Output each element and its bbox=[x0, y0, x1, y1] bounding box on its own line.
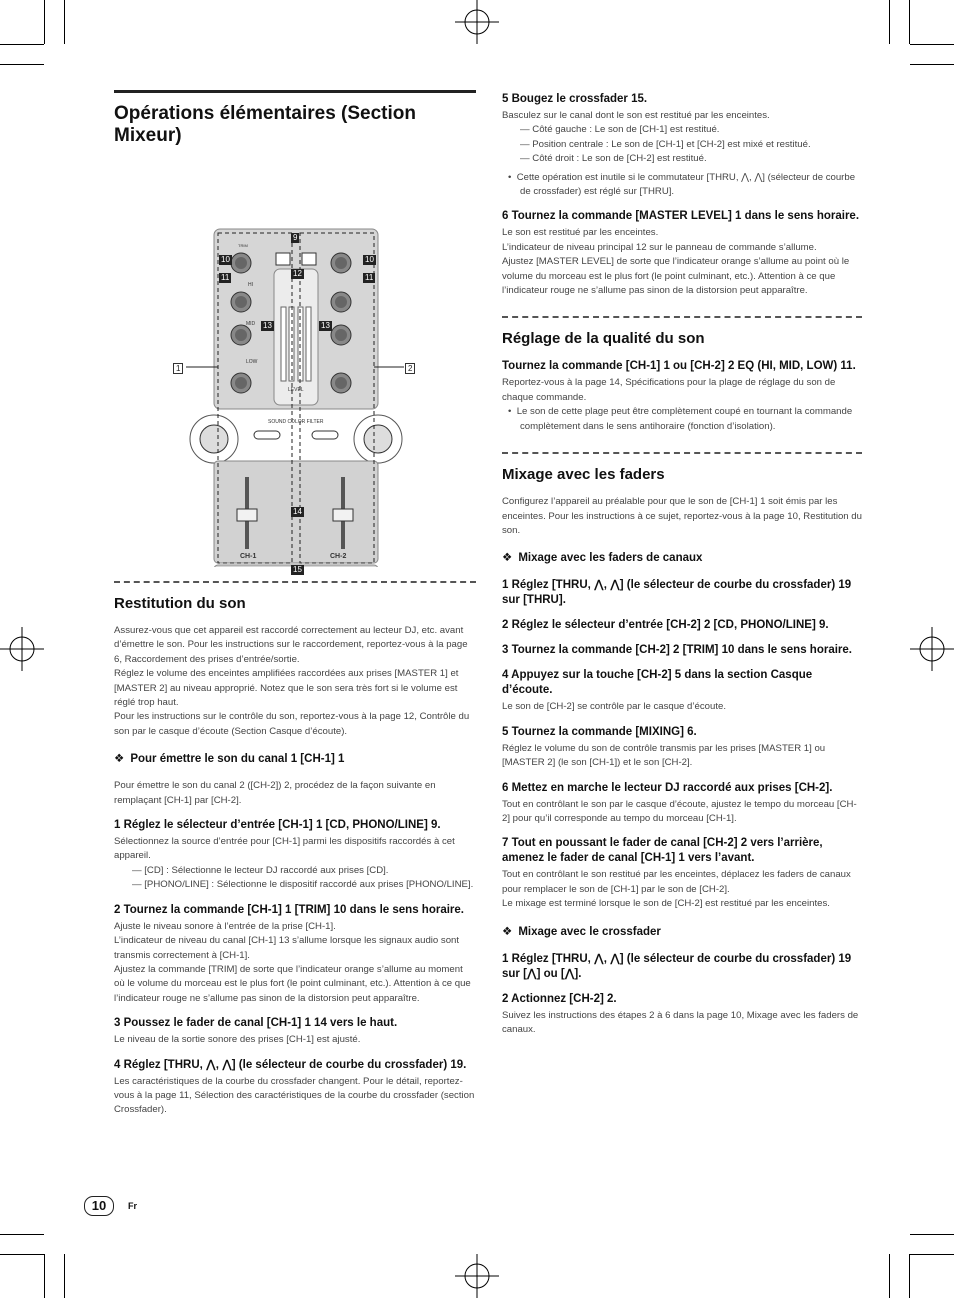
step-title: 3 Poussez le fader de canal [CH-1] 1 14 vers le haut. bbox=[114, 1017, 398, 1030]
callout-15: 15 bbox=[293, 565, 302, 574]
registration-mark bbox=[455, 1254, 499, 1298]
sub-heading bbox=[502, 924, 862, 938]
language-tag: Fr bbox=[128, 1201, 137, 1211]
label-ch1: CH-1 bbox=[240, 553, 257, 560]
paragraph: Sélectionnez la source d’entrée pour [CH-1] parmi les dispositifs raccordés à cet appareil. bbox=[114, 836, 455, 862]
knob-hi-right bbox=[331, 292, 351, 312]
callout-11: 11 bbox=[221, 273, 230, 282]
input-selector bbox=[276, 253, 290, 265]
step-title: 4 Réglez [THRU, ⋀, ⋀] (le sélecteur de courbe du crossfader) 19. bbox=[114, 1058, 467, 1071]
page-title: Opérations élémentaires (Section Mixeur) bbox=[114, 103, 416, 146]
paragraph: L’indicateur de niveau du canal [CH-1] 13 s’allume lorsque les signaux audio sont transmis correctement à [CH-1]. bbox=[114, 935, 460, 961]
title-rule bbox=[114, 90, 476, 93]
step-title: 6 Mettez en marche le lecteur DJ raccordé aux prises [CH-2]. bbox=[502, 781, 833, 794]
callout-9: 9 bbox=[293, 233, 298, 242]
knob-trim-left bbox=[231, 253, 251, 273]
callout-12: 12 bbox=[293, 269, 302, 278]
section-divider bbox=[114, 581, 476, 583]
step-title: 1 Réglez [THRU, ⋀, ⋀] (le sélecteur de courbe du crossfader) 19 sur [THRU]. bbox=[502, 579, 852, 607]
paragraph: Réglez le volume des enceintes amplifiées raccordées aux prises [MASTER 1] et [MASTER 2] au niveau approprié. Notez que le son sera très fort si le volume est réglé trop haut. bbox=[114, 668, 459, 709]
callout-13: 13 bbox=[321, 321, 330, 330]
diamond-icon: ❖ bbox=[502, 925, 513, 938]
diamond-icon: ❖ bbox=[114, 753, 125, 766]
paragraph: Tout en contrôlant le son restitué par les enceintes, déplacez les faders de canaux pour remplacer le son de [CH-1] par le son de [CH-2]. Le mixage est terminé lorsque le son de [CH-2] est restitué par les enceintes. bbox=[502, 869, 851, 910]
label-trim: TRIM bbox=[238, 243, 248, 248]
mixer-diagram bbox=[114, 157, 476, 574]
paragraph: Assurez-vous que cet appareil est raccordé correctement au lecteur DJ, etc. avant d’émettre le son. Pour les instructions sur le raccordement, reportez-vous à la page 6, Raccordement des prises d’entrée/sortie. bbox=[114, 625, 468, 665]
label-sound-color-filter: SOUND COLOR FILTER bbox=[268, 419, 324, 425]
crop-mark bbox=[0, 44, 44, 45]
crop-mark bbox=[0, 1254, 44, 1255]
paragraph: Le niveau de la sortie sonore des prises [CH-1] est ajusté. bbox=[114, 1034, 361, 1046]
paragraph: Les caractéristiques de la courbe du crossfader changent. Pour le détail, reportez-vous à la page 11, Sélection des caractéristiques de la courbe du crossfader (section Crossfader). bbox=[114, 1075, 475, 1116]
step-title: 1 Réglez [THRU, ⋀, ⋀] (le sélecteur de courbe du crossfader) 19 sur [⋀] ou [⋀]. bbox=[502, 952, 852, 980]
page-number: 10 bbox=[84, 1196, 114, 1216]
callout-13: 13 bbox=[263, 321, 272, 330]
list-item: — [PHONO/LINE] : Sélectionne le dispositif raccordé aux prises [PHONO/LINE]. bbox=[132, 879, 474, 891]
sub-heading bbox=[502, 550, 862, 564]
right-column bbox=[502, 90, 862, 1043]
list-item: — Côté gauche : Le son de [CH-1] est restitué. bbox=[520, 124, 720, 136]
paragraph: Pour émettre le son du canal 2 ([CH-2]) 2, procédez de la façon suivante en remplaçant [CH-1] par [CH-2]. bbox=[114, 780, 436, 806]
dash-list bbox=[114, 864, 476, 893]
crop-mark bbox=[64, 1254, 65, 1298]
step-title: 5 Tournez la commande [MIXING] 6. bbox=[502, 725, 697, 738]
knob-low-right bbox=[331, 373, 351, 393]
paragraph: L’indicateur de niveau principal 12 sur le panneau de commande s’allume. bbox=[502, 241, 817, 253]
diamond-icon: ❖ bbox=[502, 552, 513, 565]
paragraph: Pour les instructions sur le contrôle du son, reportez-vous à la page 12, Contrôle du son par le casque d’écoute (Section Casque d’écoute). bbox=[114, 711, 470, 737]
paragraph: Ajuste le niveau sonore à l’entrée de la prise [CH-1]. bbox=[114, 920, 336, 932]
mixer-illustration bbox=[114, 157, 476, 567]
step-title: 7 Tout en poussant le fader de canal [CH-2] 2 vers l’arrière, amenez le fader de canal [CH-1] 1 vers l’avant. bbox=[502, 837, 823, 865]
filter-knob-left bbox=[190, 415, 238, 463]
paragraph: Ajustez [MASTER LEVEL] de sorte que l’indicateur orange s’allume au point où le volume du morceau est le plus fort (le point culminant, etc.). Attention à ce que l’indicateur rouge ne s’allume pas sinon de la distorsion peut apparaître. bbox=[502, 256, 850, 297]
callout-1: 1 bbox=[173, 363, 183, 374]
step-title: 4 Appuyez sur la touche [CH-2] 5 dans la section Casque d’écoute. bbox=[502, 669, 813, 697]
step-title: 2 Tournez la commande [CH-1] 1 [TRIM] 10 dans le sens horaire. bbox=[114, 903, 464, 916]
paragraph: Le son de [CH-2] se contrôle par le casque d’écoute. bbox=[502, 701, 726, 713]
list-item: — Côté droit : Le son de [CH-2] est restitué. bbox=[520, 153, 707, 165]
section-divider bbox=[502, 316, 862, 318]
crop-mark bbox=[44, 0, 45, 44]
sub-heading-text: Mixage avec le crossfader bbox=[518, 925, 661, 938]
crop-mark bbox=[910, 64, 954, 65]
dash-list bbox=[502, 123, 862, 166]
section-title: Mixage avec les faders bbox=[502, 466, 665, 484]
callout-2: 2 bbox=[405, 363, 415, 374]
crop-mark bbox=[910, 1254, 954, 1255]
crop-mark bbox=[909, 0, 910, 44]
crop-mark bbox=[909, 1254, 910, 1298]
registration-mark bbox=[910, 627, 954, 671]
knob-hi-left bbox=[231, 292, 251, 312]
step-title: 2 Réglez le sélecteur d’entrée [CH-2] 2 [CD, PHONO/LINE] 9. bbox=[502, 619, 829, 632]
callout-10: 10 bbox=[365, 255, 374, 264]
paragraph: Configurez l’appareil au préalable pour que le son de [CH-1] 1 soit émis par les enceintes. Pour les instructions à ce sujet, reportez-vous à la page 10, Restitution du son. bbox=[502, 496, 862, 536]
filter-button bbox=[312, 431, 338, 439]
paragraph: Ajustez la commande [TRIM] de sorte que l’indicateur orange s’allume au moment où le volume du morceau est le plus fort (le point culminant, etc.). Attention à ce que l’indicateur rouge ne s’allume pas sinon de la distorsion peut apparaître. bbox=[114, 963, 471, 1004]
paragraph: Suivez les instructions des étapes 2 à 6 dans la page 10, Mixage avec les faders de canaux. bbox=[502, 1009, 859, 1035]
knob-trim-right bbox=[331, 253, 351, 273]
callout-14: 14 bbox=[293, 507, 302, 516]
sub-heading bbox=[114, 751, 476, 765]
left-column bbox=[114, 90, 476, 1124]
step-title: 2 Actionnez [CH-2] 2. bbox=[502, 992, 617, 1005]
step-title: 1 Réglez le sélecteur d’entrée [CH-1] 1 [CD, PHONO/LINE] 9. bbox=[114, 819, 441, 832]
callout-10: 10 bbox=[221, 255, 230, 264]
bullet-item: • Le son de cette plage peut être complètement coupé en tournant la commande complètement dans le sens antihoraire (fonction d’isolation). bbox=[508, 406, 853, 432]
bullet-item: • Cette opération est inutile si le commutateur [THRU, ⋀, ⋀] (sélecteur de courbe de crossfader) est réglé sur [THRU]. bbox=[508, 171, 856, 198]
registration-mark bbox=[455, 0, 499, 44]
registration-mark bbox=[0, 627, 44, 671]
sub-heading-text: Pour émettre le son du canal 1 [CH-1] 1 bbox=[130, 753, 345, 766]
paragraph: Tout en contrôlant le son par le casque d’écoute, ajustez le tempo du morceau [CH-2] pour qu’il corresponde au tempo du morceau [CH-1]. bbox=[502, 798, 857, 824]
paragraph: Réglez le volume du son de contrôle transmis par les prises [MASTER 1] ou [MASTER 2] (le son [CH-1]) et le son [CH-2]. bbox=[502, 742, 826, 769]
knob-low-left bbox=[231, 373, 251, 393]
label-mid: MID bbox=[246, 321, 256, 327]
paragraph: Reportez-vous à la page 14, Spécifications pour la plage de réglage du son de chaque commande. bbox=[502, 377, 836, 403]
section-title: Restitution du son bbox=[114, 595, 246, 612]
input-selector bbox=[302, 253, 316, 265]
paragraph: Basculez sur le canal dont le son est restitué par les enceintes. bbox=[502, 110, 770, 121]
filter-knob-right bbox=[354, 415, 402, 463]
crop-mark bbox=[910, 44, 954, 45]
crop-mark bbox=[889, 1254, 890, 1298]
knob-mid-left bbox=[231, 325, 251, 345]
label-ch2: CH-2 bbox=[330, 553, 347, 560]
sub-heading-text: Mixage avec les faders de canaux bbox=[518, 552, 703, 565]
crop-mark bbox=[44, 1254, 45, 1298]
list-item: — [CD] : Sélectionne le lecteur DJ raccordé aux prises [CD]. bbox=[132, 864, 389, 876]
section-title: Réglage de la qualité du son bbox=[502, 330, 705, 348]
crop-mark bbox=[0, 1234, 44, 1235]
crop-mark bbox=[0, 64, 44, 65]
paragraph: Le son est restitué par les enceintes. bbox=[502, 227, 659, 239]
step-title: 5 Bougez le crossfader 15. bbox=[502, 93, 648, 105]
list-item: — Position centrale : Le son de [CH-1] et [CH-2] est mixé et restitué. bbox=[520, 138, 811, 150]
step-title: 6 Tournez la commande [MASTER LEVEL] 1 dans le sens horaire. bbox=[502, 210, 860, 223]
label-low: LOW bbox=[246, 359, 258, 365]
channel-fader-knob-left bbox=[237, 509, 257, 521]
callout-11: 11 bbox=[365, 273, 374, 282]
filter-button bbox=[254, 431, 280, 439]
label-level: LEVEL bbox=[288, 387, 304, 393]
crop-mark bbox=[64, 0, 65, 44]
section-divider bbox=[502, 452, 862, 454]
knob-mid-right bbox=[331, 325, 351, 345]
step-title: 3 Tournez la commande [CH-2] 2 [TRIM] 10 dans le sens horaire. bbox=[502, 644, 852, 657]
label-hi: HI bbox=[248, 282, 253, 288]
channel-fader-knob-right bbox=[333, 509, 353, 521]
step-title: Tournez la commande [CH-1] 1 ou [CH-2] 2 EQ (HI, MID, LOW) 11. bbox=[502, 360, 856, 373]
crop-mark bbox=[910, 1234, 954, 1235]
crop-mark bbox=[889, 0, 890, 44]
